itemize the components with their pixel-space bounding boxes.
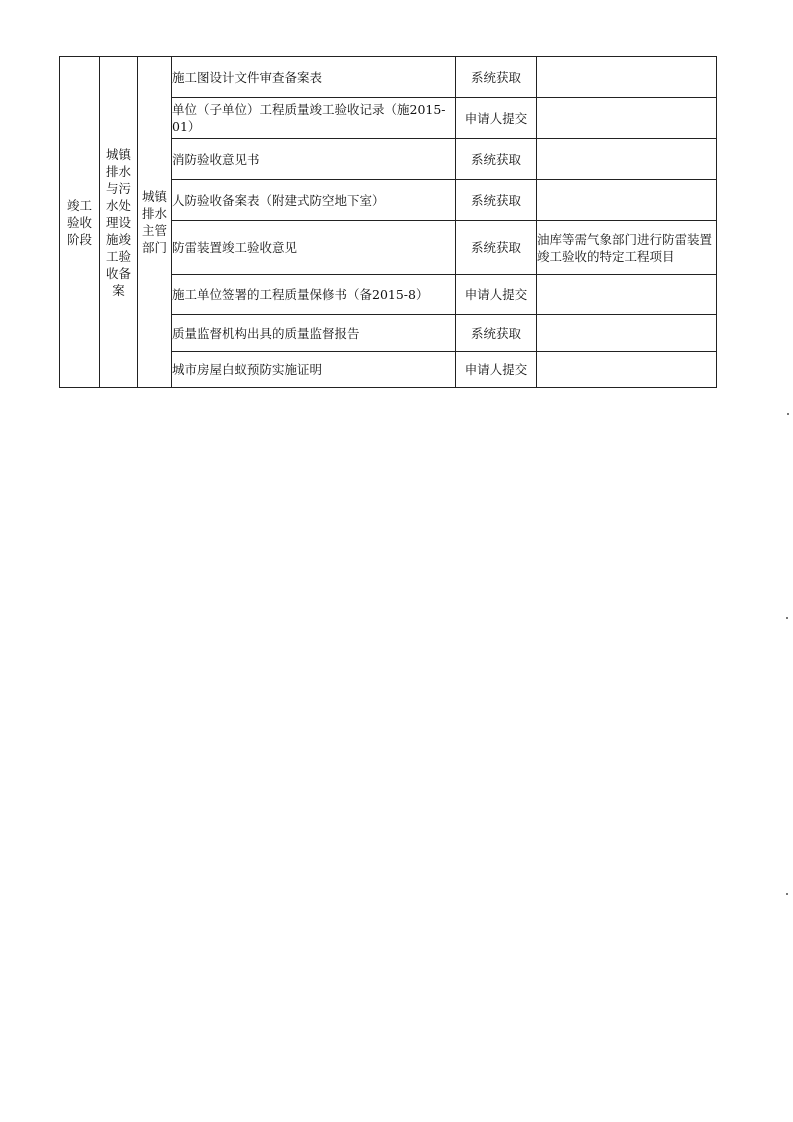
- material-source: 申请人提交: [456, 98, 537, 139]
- material-note: [537, 180, 717, 221]
- material-note: [537, 275, 717, 315]
- material-name: 单位（子单位）工程质量竣工验收记录（施2015-01）: [172, 98, 456, 139]
- material-note: [537, 139, 717, 180]
- matter-label: 城镇排水与污水处理设施竣工验收备案: [105, 146, 131, 298]
- material-note: [537, 352, 717, 388]
- material-note: 油库等需气象部门进行防雷装置竣工验收的特定工程项目: [537, 221, 717, 275]
- material-name: 消防验收意见书: [172, 139, 456, 180]
- department-cell: [138, 57, 172, 388]
- stage-label: 竣工验收阶段: [66, 197, 92, 247]
- matter-cell: [100, 57, 138, 388]
- material-source: 系统获取: [456, 221, 537, 275]
- table-row: [60, 57, 717, 98]
- stage-cell: [60, 57, 100, 388]
- material-name: 质量监督机构出具的质量监督报告: [172, 315, 456, 352]
- department-label: 城镇排水主管部门: [141, 189, 167, 255]
- material-source: 系统获取: [456, 57, 537, 98]
- material-note: [537, 315, 717, 352]
- scan-speck: [787, 413, 789, 415]
- material-source: 系统获取: [456, 139, 537, 180]
- material-source: 申请人提交: [456, 275, 537, 315]
- materials-table: [59, 56, 717, 388]
- material-note: [537, 57, 717, 98]
- material-name: 人防验收备案表（附建式防空地下室）: [172, 180, 456, 221]
- material-name: 施工单位签署的工程质量保修书（备2015-8）: [172, 275, 456, 315]
- scan-speck: [786, 893, 788, 895]
- material-source: 系统获取: [456, 315, 537, 352]
- material-source: 系统获取: [456, 180, 537, 221]
- material-name: 城市房屋白蚁预防实施证明: [172, 352, 456, 388]
- material-name: 施工图设计文件审查备案表: [172, 57, 456, 98]
- material-note: [537, 98, 717, 139]
- material-name: 防雷装置竣工验收意见: [172, 221, 456, 275]
- material-source: 申请人提交: [456, 352, 537, 388]
- scan-speck: [786, 617, 788, 619]
